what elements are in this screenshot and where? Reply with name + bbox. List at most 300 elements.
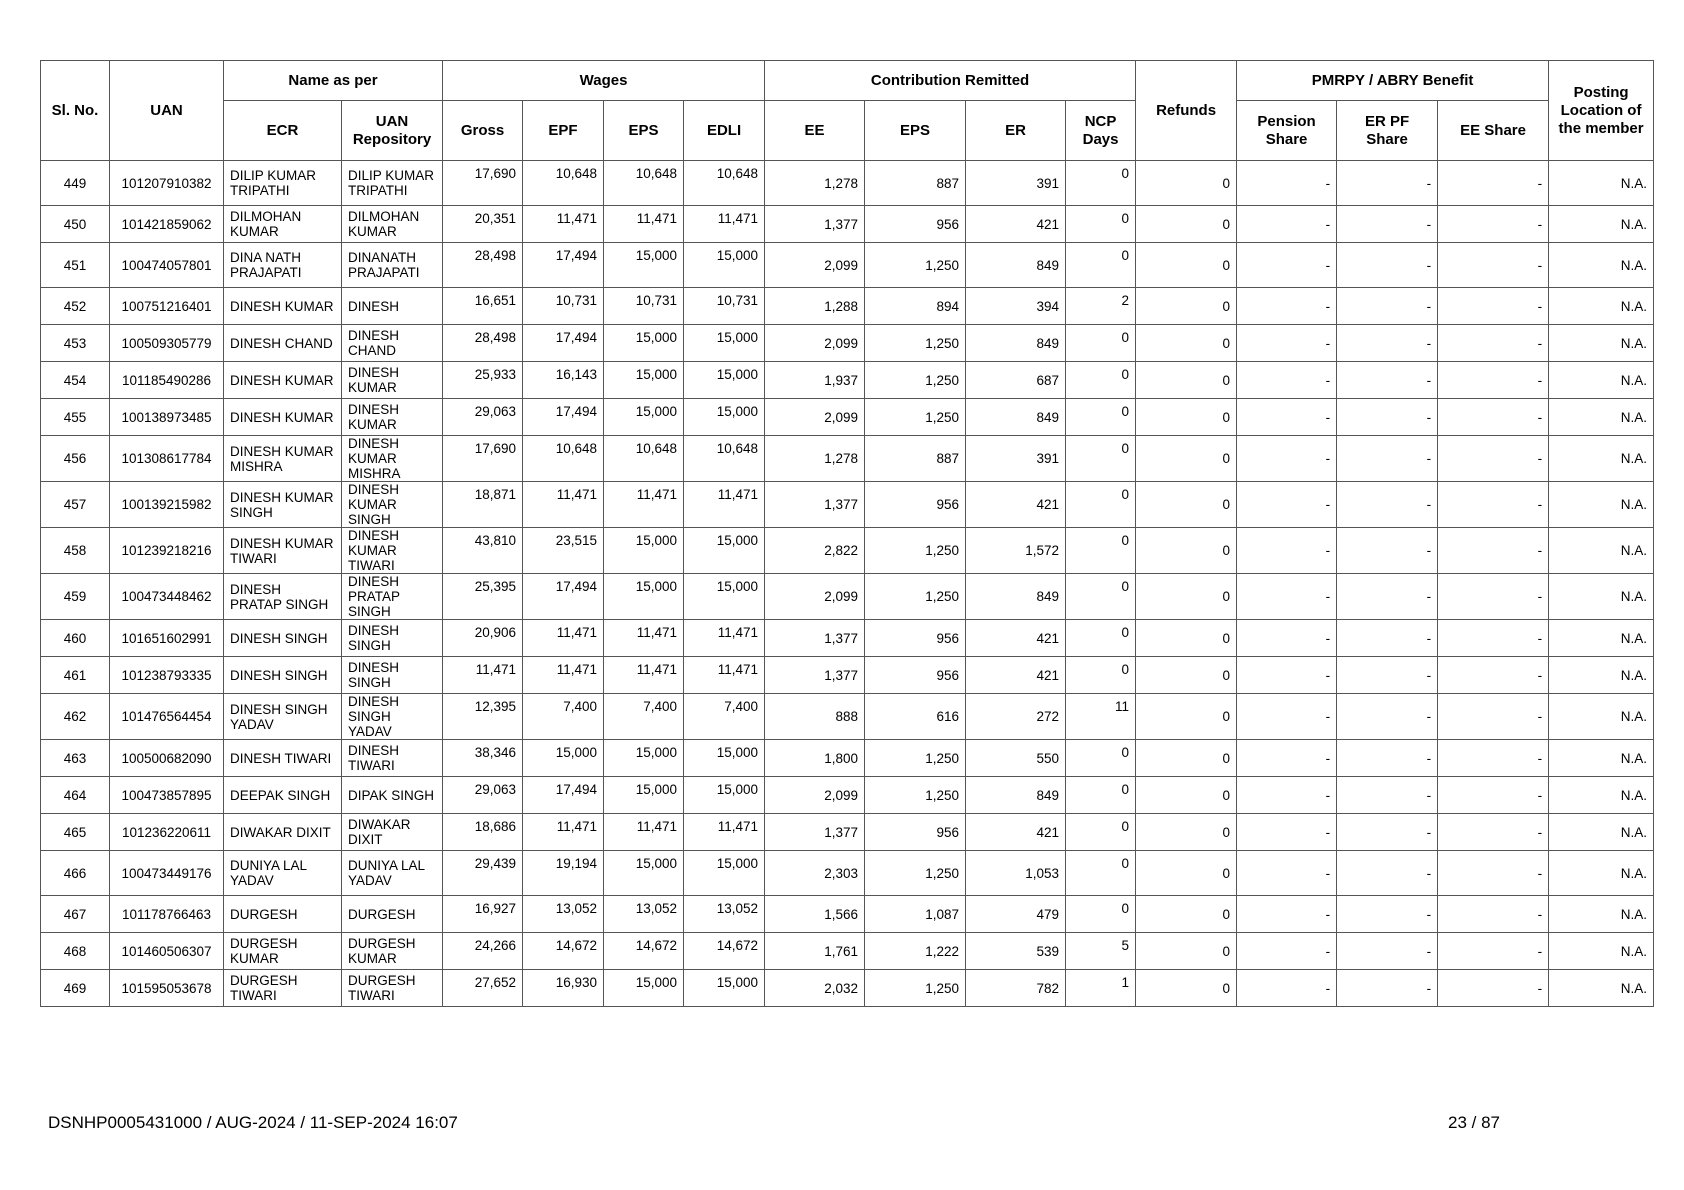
cell-edli: 10,648 [684, 161, 765, 206]
cell-ee-share: - [1438, 436, 1549, 482]
cell-gross: 18,686 [443, 814, 523, 851]
cell-epf: 11,471 [523, 206, 604, 243]
cell-cr-eps: 1,250 [865, 851, 966, 896]
header-er: ER [966, 101, 1066, 161]
cell-uan: 101207910382 [110, 161, 224, 206]
cell-er: 421 [966, 620, 1066, 657]
cell-eps: 13,052 [604, 896, 684, 933]
cell-gross: 27,652 [443, 970, 523, 1007]
cell-eps: 10,731 [604, 288, 684, 325]
cell-edli: 11,471 [684, 657, 765, 694]
cell-posting-location: N.A. [1549, 851, 1654, 896]
cell-cr-eps: 1,250 [865, 740, 966, 777]
cell-ncp-days: 0 [1066, 574, 1136, 620]
header-ee: EE [765, 101, 865, 161]
cell-edli: 15,000 [684, 325, 765, 362]
cell-er-pf-share: - [1337, 436, 1438, 482]
cell-er-pf-share: - [1337, 620, 1438, 657]
cell-sl-no: 461 [41, 657, 110, 694]
cell-pension-share: - [1237, 436, 1337, 482]
cell-cr-eps: 956 [865, 814, 966, 851]
cell-ecr-name: DINESH SINGH YADAV [224, 694, 342, 740]
cell-ecr-name: DINESH SINGH [224, 657, 342, 694]
cell-posting-location: N.A. [1549, 288, 1654, 325]
cell-cr-eps: 887 [865, 161, 966, 206]
cell-edli: 10,648 [684, 436, 765, 482]
cell-ecr-name: DEEPAK SINGH [224, 777, 342, 814]
cell-ecr-name: DURGESH TIWARI [224, 970, 342, 1007]
cell-gross: 24,266 [443, 933, 523, 970]
cell-eps: 15,000 [604, 851, 684, 896]
cell-epf: 10,648 [523, 436, 604, 482]
cell-er: 1,572 [966, 528, 1066, 574]
cell-edli: 15,000 [684, 528, 765, 574]
cell-cr-eps: 1,250 [865, 528, 966, 574]
cell-ncp-days: 0 [1066, 851, 1136, 896]
cell-uan: 100138973485 [110, 399, 224, 436]
table-row [41, 243, 1654, 288]
cell-edli: 15,000 [684, 243, 765, 288]
cell-posting-location: N.A. [1549, 933, 1654, 970]
cell-cr-eps: 894 [865, 288, 966, 325]
cell-ee: 2,099 [765, 574, 865, 620]
cell-edli: 11,471 [684, 814, 765, 851]
cell-edli: 14,672 [684, 933, 765, 970]
table-row [41, 288, 1654, 325]
cell-epf: 17,494 [523, 574, 604, 620]
cell-posting-location: N.A. [1549, 399, 1654, 436]
cell-uan: 100509305779 [110, 325, 224, 362]
cell-er: 391 [966, 436, 1066, 482]
cell-cr-eps: 616 [865, 694, 966, 740]
cell-ecr-name: DINESH KUMAR TIWARI [224, 528, 342, 574]
cell-ee: 2,099 [765, 325, 865, 362]
cell-er-pf-share: - [1337, 399, 1438, 436]
cell-sl-no: 457 [41, 482, 110, 528]
cell-sl-no: 453 [41, 325, 110, 362]
cell-gross: 28,498 [443, 243, 523, 288]
cell-ee: 1,377 [765, 814, 865, 851]
cell-uan-repository-name: DINESH KUMAR [342, 362, 443, 399]
cell-uan: 100473449176 [110, 851, 224, 896]
header-posting-location: Posting Location of the member [1549, 61, 1654, 161]
cell-epf: 15,000 [523, 740, 604, 777]
cell-sl-no: 452 [41, 288, 110, 325]
cell-refunds: 0 [1136, 482, 1237, 528]
cell-er-pf-share: - [1337, 933, 1438, 970]
cell-ee: 1,377 [765, 206, 865, 243]
cell-eps: 15,000 [604, 243, 684, 288]
cell-posting-location: N.A. [1549, 814, 1654, 851]
cell-eps: 7,400 [604, 694, 684, 740]
cell-pension-share: - [1237, 851, 1337, 896]
cell-ncp-days: 0 [1066, 482, 1136, 528]
cell-ee-share: - [1438, 970, 1549, 1007]
cell-uan-repository-name: DINANATH PRAJAPATI [342, 243, 443, 288]
cell-pension-share: - [1237, 814, 1337, 851]
table-row [41, 970, 1654, 1007]
cell-ecr-name: DINA NATH PRAJAPATI [224, 243, 342, 288]
cell-epf: 23,515 [523, 528, 604, 574]
cell-ee: 888 [765, 694, 865, 740]
cell-sl-no: 451 [41, 243, 110, 288]
cell-cr-eps: 1,087 [865, 896, 966, 933]
cell-epf: 17,494 [523, 777, 604, 814]
cell-edli: 15,000 [684, 740, 765, 777]
table-row [41, 694, 1654, 740]
cell-refunds: 0 [1136, 436, 1237, 482]
cell-epf: 17,494 [523, 243, 604, 288]
header-ecr: ECR [224, 101, 342, 161]
cell-ee: 1,288 [765, 288, 865, 325]
cell-pension-share: - [1237, 694, 1337, 740]
cell-pension-share: - [1237, 657, 1337, 694]
cell-ecr-name: DILMOHAN KUMAR [224, 206, 342, 243]
cell-ncp-days: 2 [1066, 288, 1136, 325]
cell-posting-location: N.A. [1549, 482, 1654, 528]
table-row [41, 740, 1654, 777]
cell-epf: 19,194 [523, 851, 604, 896]
cell-eps: 14,672 [604, 933, 684, 970]
cell-cr-eps: 1,250 [865, 325, 966, 362]
cell-edli: 11,471 [684, 482, 765, 528]
cell-ncp-days: 0 [1066, 620, 1136, 657]
table-row [41, 161, 1654, 206]
cell-ee-share: - [1438, 851, 1549, 896]
cell-uan-repository-name: DINESH PRATAP SINGH [342, 574, 443, 620]
page-number: 23 / 87 [1448, 1113, 1500, 1132]
cell-cr-eps: 1,250 [865, 399, 966, 436]
cell-uan: 100500682090 [110, 740, 224, 777]
cell-er-pf-share: - [1337, 851, 1438, 896]
cell-sl-no: 462 [41, 694, 110, 740]
cell-posting-location: N.A. [1549, 777, 1654, 814]
header-contribution-remitted: Contribution Remitted [765, 61, 1136, 101]
cell-uan: 101238793335 [110, 657, 224, 694]
cell-er-pf-share: - [1337, 325, 1438, 362]
header-ncp-days: NCP Days [1066, 101, 1136, 161]
cell-uan-repository-name: DINESH SINGH YADAV [342, 694, 443, 740]
cell-pension-share: - [1237, 399, 1337, 436]
cell-ecr-name: DINESH KUMAR MISHRA [224, 436, 342, 482]
cell-eps: 15,000 [604, 362, 684, 399]
cell-ee-share: - [1438, 933, 1549, 970]
cell-posting-location: N.A. [1549, 161, 1654, 206]
cell-pension-share: - [1237, 482, 1337, 528]
cell-sl-no: 464 [41, 777, 110, 814]
cell-eps: 11,471 [604, 620, 684, 657]
cell-eps: 15,000 [604, 325, 684, 362]
cell-er: 849 [966, 325, 1066, 362]
cell-cr-eps: 1,222 [865, 933, 966, 970]
cell-ee-share: - [1438, 243, 1549, 288]
cell-posting-location: N.A. [1549, 657, 1654, 694]
cell-sl-no: 466 [41, 851, 110, 896]
cell-refunds: 0 [1136, 777, 1237, 814]
cell-er-pf-share: - [1337, 288, 1438, 325]
cell-uan: 101460506307 [110, 933, 224, 970]
cell-epf: 11,471 [523, 657, 604, 694]
cell-ncp-days: 0 [1066, 896, 1136, 933]
cell-er-pf-share: - [1337, 740, 1438, 777]
cell-ncp-days: 0 [1066, 161, 1136, 206]
cell-ncp-days: 0 [1066, 399, 1136, 436]
cell-gross: 25,395 [443, 574, 523, 620]
cell-ecr-name: DINESH PRATAP SINGH [224, 574, 342, 620]
cell-cr-eps: 887 [865, 436, 966, 482]
cell-ncp-days: 0 [1066, 206, 1136, 243]
cell-pension-share: - [1237, 161, 1337, 206]
cell-edli: 11,471 [684, 206, 765, 243]
cell-pension-share: - [1237, 933, 1337, 970]
ecr-table [40, 60, 1654, 1007]
cell-refunds: 0 [1136, 399, 1237, 436]
cell-ncp-days: 5 [1066, 933, 1136, 970]
cell-refunds: 0 [1136, 896, 1237, 933]
cell-ee: 1,377 [765, 620, 865, 657]
document-reference: DSNHP0005431000 / AUG-2024 / 11-SEP-2024 16:07 [48, 1113, 458, 1132]
cell-ee: 2,099 [765, 399, 865, 436]
cell-posting-location: N.A. [1549, 362, 1654, 399]
cell-sl-no: 458 [41, 528, 110, 574]
cell-uan-repository-name: DURGESH TIWARI [342, 970, 443, 1007]
cell-refunds: 0 [1136, 814, 1237, 851]
cell-gross: 28,498 [443, 325, 523, 362]
cell-ncp-days: 0 [1066, 740, 1136, 777]
cell-er: 272 [966, 694, 1066, 740]
cell-epf: 10,648 [523, 161, 604, 206]
cell-edli: 7,400 [684, 694, 765, 740]
cell-er-pf-share: - [1337, 161, 1438, 206]
cell-epf: 11,471 [523, 620, 604, 657]
cell-ee-share: - [1438, 814, 1549, 851]
cell-pension-share: - [1237, 574, 1337, 620]
cell-edli: 15,000 [684, 777, 765, 814]
cell-gross: 16,651 [443, 288, 523, 325]
cell-uan: 101595053678 [110, 970, 224, 1007]
cell-epf: 17,494 [523, 325, 604, 362]
cell-refunds: 0 [1136, 362, 1237, 399]
cell-sl-no: 460 [41, 620, 110, 657]
cell-uan-repository-name: DILIP KUMAR TRIPATHI [342, 161, 443, 206]
cell-er: 394 [966, 288, 1066, 325]
cell-pension-share: - [1237, 970, 1337, 1007]
cell-epf: 11,471 [523, 482, 604, 528]
cell-uan-repository-name: DILMOHAN KUMAR [342, 206, 443, 243]
header-eps: EPS [604, 101, 684, 161]
cell-posting-location: N.A. [1549, 528, 1654, 574]
cell-edli: 15,000 [684, 362, 765, 399]
cell-uan-repository-name: DINESH KUMAR TIWARI [342, 528, 443, 574]
cell-refunds: 0 [1136, 528, 1237, 574]
cell-refunds: 0 [1136, 206, 1237, 243]
cell-cr-eps: 1,250 [865, 777, 966, 814]
cell-cr-eps: 956 [865, 206, 966, 243]
cell-sl-no: 468 [41, 933, 110, 970]
cell-sl-no: 449 [41, 161, 110, 206]
cell-gross: 16,927 [443, 896, 523, 933]
cell-eps: 11,471 [604, 206, 684, 243]
cell-refunds: 0 [1136, 933, 1237, 970]
cell-uan-repository-name: DINESH KUMAR MISHRA [342, 436, 443, 482]
cell-edli: 11,471 [684, 620, 765, 657]
cell-epf: 17,494 [523, 399, 604, 436]
cell-eps: 10,648 [604, 436, 684, 482]
cell-gross: 25,933 [443, 362, 523, 399]
cell-er-pf-share: - [1337, 482, 1438, 528]
cell-ee-share: - [1438, 896, 1549, 933]
cell-eps: 15,000 [604, 399, 684, 436]
cell-epf: 16,930 [523, 970, 604, 1007]
cell-refunds: 0 [1136, 161, 1237, 206]
cell-eps: 11,471 [604, 814, 684, 851]
cell-sl-no: 459 [41, 574, 110, 620]
cell-pension-share: - [1237, 288, 1337, 325]
cell-ncp-days: 0 [1066, 436, 1136, 482]
header-edli: EDLI [684, 101, 765, 161]
cell-ee: 2,303 [765, 851, 865, 896]
cell-eps: 15,000 [604, 528, 684, 574]
cell-edli: 15,000 [684, 970, 765, 1007]
cell-ee: 1,377 [765, 482, 865, 528]
cell-ee-share: - [1438, 777, 1549, 814]
cell-gross: 20,351 [443, 206, 523, 243]
table-row [41, 777, 1654, 814]
header-refunds: Refunds [1136, 61, 1237, 161]
cell-cr-eps: 956 [865, 482, 966, 528]
cell-ee-share: - [1438, 325, 1549, 362]
cell-uan: 101651602991 [110, 620, 224, 657]
table-header [41, 61, 1654, 161]
cell-er: 1,053 [966, 851, 1066, 896]
cell-pension-share: - [1237, 243, 1337, 288]
cell-eps: 15,000 [604, 574, 684, 620]
cell-er: 849 [966, 399, 1066, 436]
cell-uan: 101421859062 [110, 206, 224, 243]
cell-eps: 11,471 [604, 657, 684, 694]
cell-uan: 100751216401 [110, 288, 224, 325]
cell-uan-repository-name: DINESH SINGH [342, 620, 443, 657]
cell-er: 421 [966, 657, 1066, 694]
cell-posting-location: N.A. [1549, 325, 1654, 362]
cell-epf: 13,052 [523, 896, 604, 933]
cell-posting-location: N.A. [1549, 970, 1654, 1007]
cell-gross: 38,346 [443, 740, 523, 777]
cell-sl-no: 450 [41, 206, 110, 243]
cell-gross: 12,395 [443, 694, 523, 740]
cell-uan: 101308617784 [110, 436, 224, 482]
header-cr-eps: EPS [865, 101, 966, 161]
cell-refunds: 0 [1136, 574, 1237, 620]
cell-er-pf-share: - [1337, 206, 1438, 243]
cell-gross: 17,690 [443, 436, 523, 482]
header-ee-share: EE Share [1438, 101, 1549, 161]
cell-uan-repository-name: DINESH KUMAR SINGH [342, 482, 443, 528]
table-row [41, 399, 1654, 436]
cell-ncp-days: 1 [1066, 970, 1136, 1007]
cell-sl-no: 456 [41, 436, 110, 482]
cell-uan-repository-name: DIWAKAR DIXIT [342, 814, 443, 851]
table-row [41, 657, 1654, 694]
cell-er: 687 [966, 362, 1066, 399]
cell-ncp-days: 0 [1066, 777, 1136, 814]
cell-er: 849 [966, 243, 1066, 288]
cell-pension-share: - [1237, 206, 1337, 243]
cell-cr-eps: 956 [865, 620, 966, 657]
table-row [41, 528, 1654, 574]
cell-er-pf-share: - [1337, 814, 1438, 851]
cell-cr-eps: 1,250 [865, 574, 966, 620]
cell-refunds: 0 [1136, 851, 1237, 896]
cell-er-pf-share: - [1337, 694, 1438, 740]
cell-er: 849 [966, 777, 1066, 814]
cell-sl-no: 465 [41, 814, 110, 851]
cell-ee-share: - [1438, 574, 1549, 620]
cell-uan-repository-name: DURGESH KUMAR [342, 933, 443, 970]
cell-sl-no: 463 [41, 740, 110, 777]
cell-uan-repository-name: DINESH CHAND [342, 325, 443, 362]
table-row [41, 574, 1654, 620]
cell-gross: 29,063 [443, 777, 523, 814]
header-gross: Gross [443, 101, 523, 161]
cell-gross: 29,439 [443, 851, 523, 896]
cell-er: 479 [966, 896, 1066, 933]
cell-pension-share: - [1237, 620, 1337, 657]
cell-ncp-days: 0 [1066, 814, 1136, 851]
cell-posting-location: N.A. [1549, 620, 1654, 657]
cell-sl-no: 469 [41, 970, 110, 1007]
cell-eps: 15,000 [604, 970, 684, 1007]
cell-cr-eps: 956 [865, 657, 966, 694]
header-epf: EPF [523, 101, 604, 161]
cell-ee-share: - [1438, 620, 1549, 657]
cell-ecr-name: DINESH CHAND [224, 325, 342, 362]
cell-uan: 100474057801 [110, 243, 224, 288]
cell-epf: 10,731 [523, 288, 604, 325]
cell-refunds: 0 [1136, 657, 1237, 694]
cell-uan: 101476564454 [110, 694, 224, 740]
cell-er: 421 [966, 206, 1066, 243]
cell-uan-repository-name: DUNIYA LAL YADAV [342, 851, 443, 896]
header-uan-repository: UAN Repository [342, 101, 443, 161]
cell-ncp-days: 0 [1066, 657, 1136, 694]
cell-uan-repository-name: DINESH KUMAR [342, 399, 443, 436]
cell-ee: 2,099 [765, 777, 865, 814]
cell-ee: 1,800 [765, 740, 865, 777]
cell-ecr-name: DURGESH KUMAR [224, 933, 342, 970]
cell-ecr-name: DINESH SINGH [224, 620, 342, 657]
cell-sl-no: 454 [41, 362, 110, 399]
header-name-as-per: Name as per [224, 61, 443, 101]
cell-posting-location: N.A. [1549, 436, 1654, 482]
cell-refunds: 0 [1136, 288, 1237, 325]
table-row [41, 851, 1654, 896]
cell-eps: 15,000 [604, 740, 684, 777]
cell-eps: 11,471 [604, 482, 684, 528]
cell-er-pf-share: - [1337, 362, 1438, 399]
cell-ecr-name: DUNIYA LAL YADAV [224, 851, 342, 896]
cell-ecr-name: DINESH TIWARI [224, 740, 342, 777]
cell-ee-share: - [1438, 161, 1549, 206]
cell-ee: 2,822 [765, 528, 865, 574]
cell-eps: 15,000 [604, 777, 684, 814]
cell-ee-share: - [1438, 528, 1549, 574]
cell-uan-repository-name: DINESH TIWARI [342, 740, 443, 777]
cell-epf: 16,143 [523, 362, 604, 399]
cell-uan: 100139215982 [110, 482, 224, 528]
cell-uan-repository-name: DURGESH [342, 896, 443, 933]
cell-pension-share: - [1237, 528, 1337, 574]
